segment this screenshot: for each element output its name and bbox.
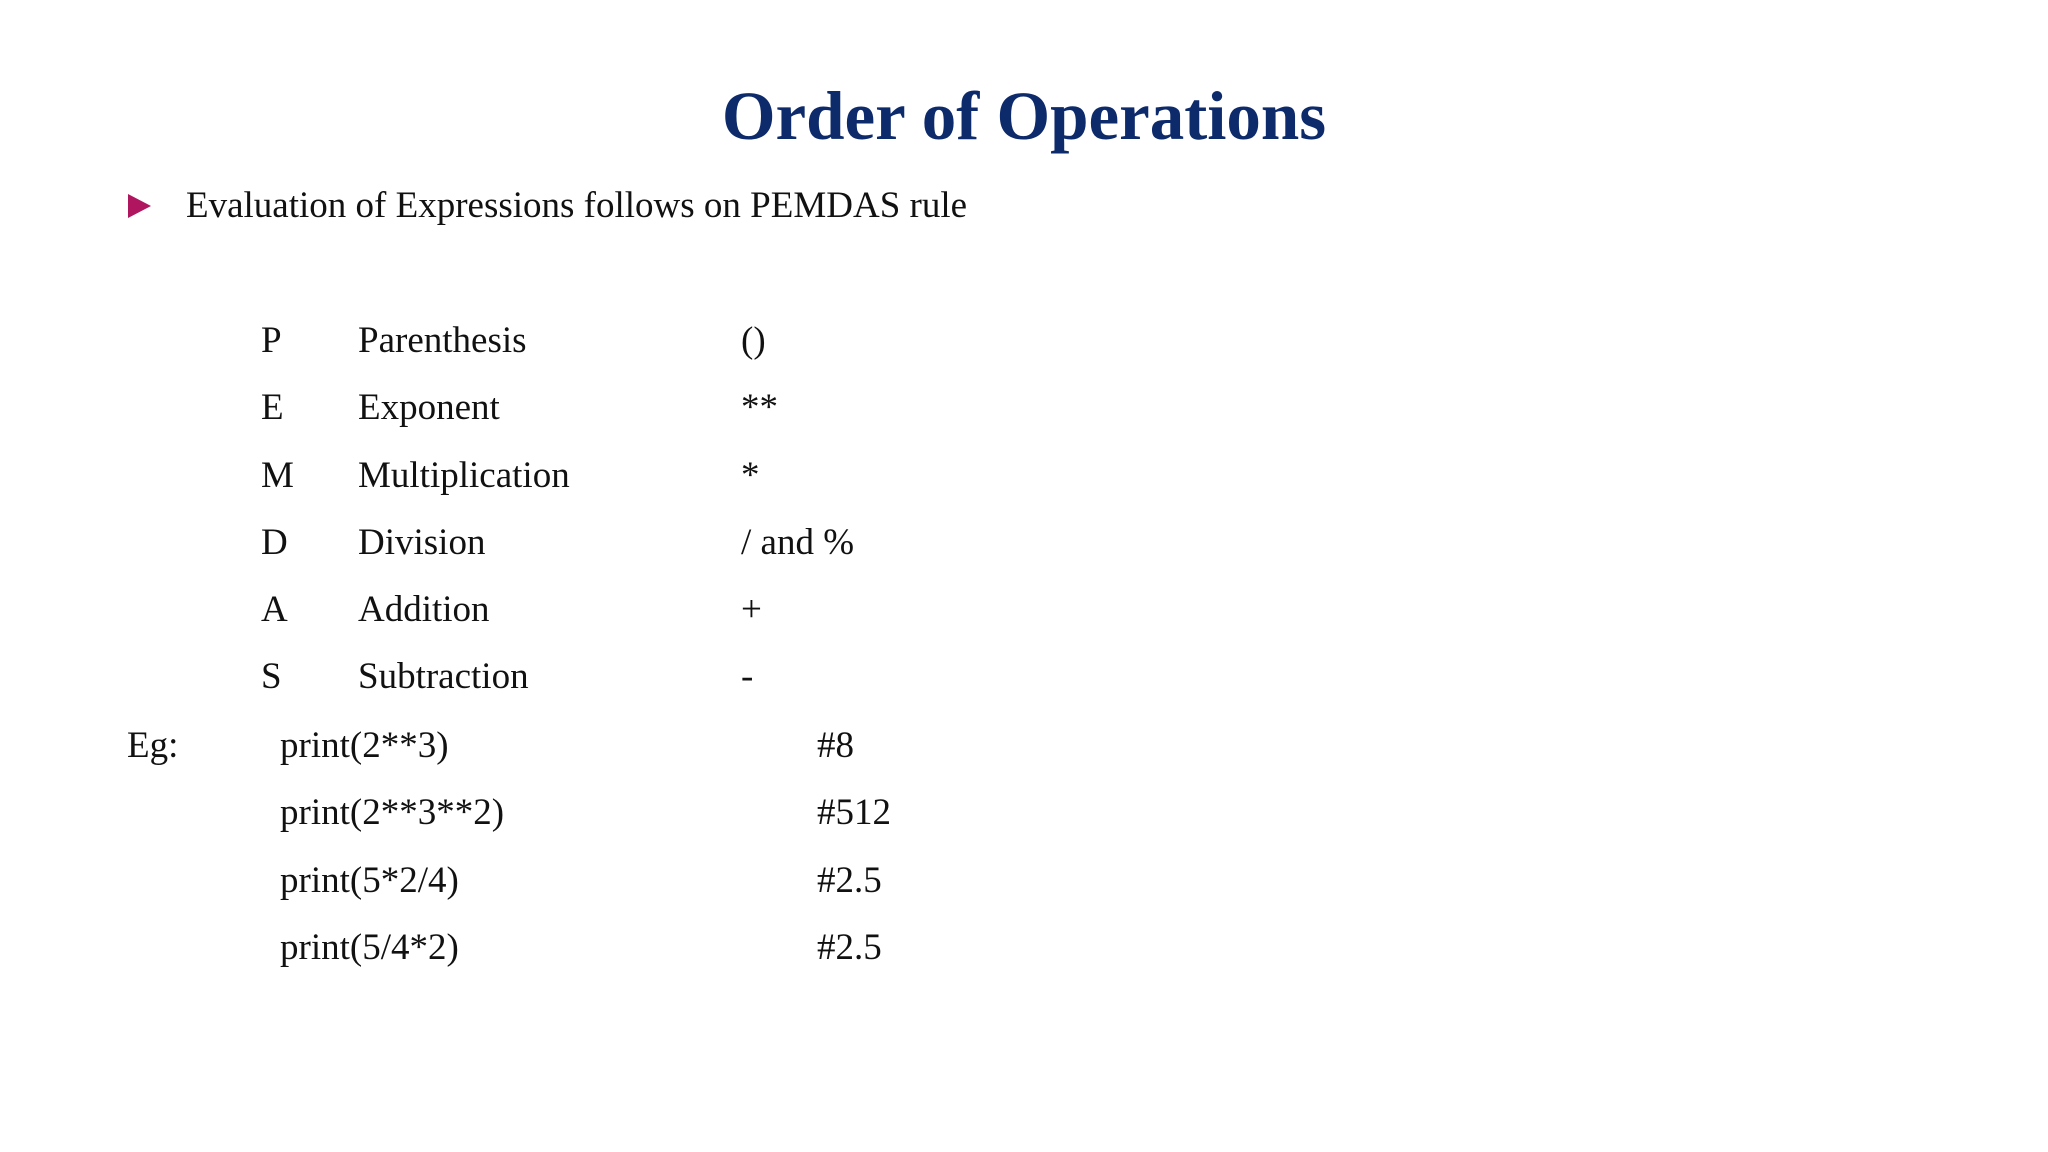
rule-symbol: * <box>741 454 760 496</box>
rule-name: Exponent <box>358 387 500 429</box>
example-result: #8 <box>817 725 854 766</box>
example-code: print(5/4*2) <box>280 926 459 968</box>
rule-symbol: + <box>741 589 762 631</box>
slide-title: Order of Operations <box>721 78 1327 154</box>
example-row <box>0 922 2048 989</box>
example-row <box>0 720 2048 787</box>
rule-letter: S <box>261 656 282 698</box>
rule-name: Subtraction <box>358 656 529 698</box>
examples-block <box>0 720 2048 989</box>
triangle-right-icon <box>128 194 151 218</box>
rule-letter: P <box>261 320 282 361</box>
example-result: #2.5 <box>817 859 882 901</box>
rule-name: Addition <box>358 589 490 631</box>
rule-row-a <box>0 584 2048 651</box>
rule-letter: D <box>261 521 288 563</box>
rule-letter: E <box>261 387 284 429</box>
rule-row-s <box>0 651 2048 718</box>
bullet-point <box>128 182 967 230</box>
rule-row-e <box>0 382 2048 449</box>
rule-row-p <box>0 315 2048 382</box>
example-result: #512 <box>817 792 891 834</box>
rule-letter: A <box>261 589 288 631</box>
rule-letter: M <box>261 454 294 496</box>
examples-label: Eg: <box>127 725 179 766</box>
example-code: print(2**3) <box>280 725 449 766</box>
rule-symbol: / and % <box>741 521 855 563</box>
rule-name: Multiplication <box>358 454 570 496</box>
example-code: print(2**3**2) <box>280 792 505 834</box>
example-code: print(5*2/4) <box>280 859 459 901</box>
example-row <box>0 787 2048 854</box>
rule-row-d <box>0 517 2048 584</box>
rule-name: Division <box>358 521 486 563</box>
rule-row-m <box>0 450 2048 517</box>
pemdas-table <box>0 315 2048 719</box>
bullet-text: Evaluation of Expressions follows on PEMDAS rule <box>186 185 968 226</box>
rule-symbol: - <box>741 656 754 698</box>
example-row <box>0 855 2048 922</box>
rule-symbol: () <box>741 320 766 361</box>
rule-name: Parenthesis <box>358 320 527 361</box>
example-result: #2.5 <box>817 926 882 968</box>
rule-symbol: ** <box>741 387 778 429</box>
